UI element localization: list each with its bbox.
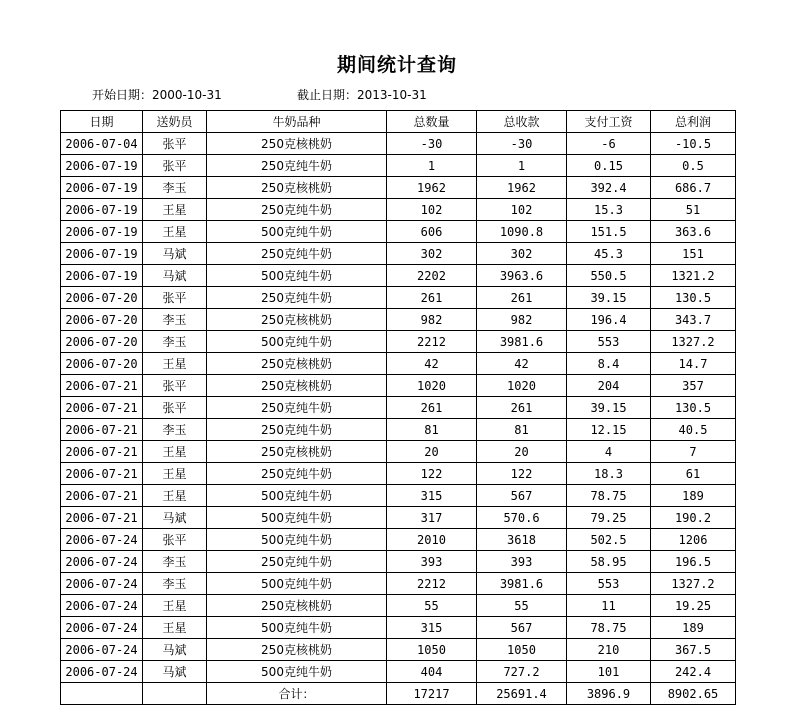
header-row [61, 111, 736, 133]
cell-courier: 李玉 [143, 551, 207, 573]
table-row [61, 595, 736, 617]
cell-profit: 343.7 [651, 309, 736, 331]
cell-milk-type: 500克纯牛奶 [207, 265, 387, 287]
cell-profit: 686.7 [651, 177, 736, 199]
cell-profit: -10.5 [651, 133, 736, 155]
cell-date: 2006-07-21 [61, 397, 143, 419]
cell-courier: 李玉 [143, 419, 207, 441]
cell-wages: 15.3 [567, 199, 651, 221]
cell-courier: 马斌 [143, 243, 207, 265]
cell-courier: 李玉 [143, 331, 207, 353]
cell-wages: 502.5 [567, 529, 651, 551]
cell-wages: -6 [567, 133, 651, 155]
table-row [61, 331, 736, 353]
cell-profit: 51 [651, 199, 736, 221]
cell-wages: 0.15 [567, 155, 651, 177]
cell-quantity: 315 [387, 485, 477, 507]
cell-date: 2006-07-21 [61, 507, 143, 529]
header-wages: 支付工资 [567, 111, 651, 133]
cell-date: 2006-07-24 [61, 529, 143, 551]
cell-date: 2006-07-21 [61, 463, 143, 485]
cell-profit: 130.5 [651, 397, 736, 419]
cell-courier: 张平 [143, 529, 207, 551]
table-row [61, 551, 736, 573]
cell-courier: 王星 [143, 485, 207, 507]
cell-quantity: 606 [387, 221, 477, 243]
total-profit: 8902.65 [651, 683, 736, 705]
table-row [61, 617, 736, 639]
cell-profit: 1321.2 [651, 265, 736, 287]
cell-quantity: 982 [387, 309, 477, 331]
cell-milk-type: 500克纯牛奶 [207, 573, 387, 595]
header-total-quantity: 总数量 [387, 111, 477, 133]
cell-courier: 王星 [143, 199, 207, 221]
cell-milk-type: 250克核桃奶 [207, 353, 387, 375]
cell-wages: 58.95 [567, 551, 651, 573]
cell-milk-type: 250克核桃奶 [207, 639, 387, 661]
cell-wages: 550.5 [567, 265, 651, 287]
start-date-value: 2000-10-31 [152, 88, 222, 102]
cell-revenue: 302 [477, 243, 567, 265]
report-title: 期间统计查询 [336, 54, 457, 76]
cell-quantity: 317 [387, 507, 477, 529]
cell-quantity: 1 [387, 155, 477, 177]
table-row [61, 375, 736, 397]
cell-milk-type: 250克核桃奶 [207, 375, 387, 397]
cell-revenue: 1962 [477, 177, 567, 199]
header-total-profit: 总利润 [651, 111, 736, 133]
cell-wages: 210 [567, 639, 651, 661]
cell-wages: 39.15 [567, 287, 651, 309]
total-revenue: 25691.4 [477, 683, 567, 705]
cell-milk-type: 250克核桃奶 [207, 133, 387, 155]
cell-revenue: 1020 [477, 375, 567, 397]
cell-revenue: 393 [477, 551, 567, 573]
cell-date: 2006-07-21 [61, 485, 143, 507]
cell-milk-type: 250克纯牛奶 [207, 551, 387, 573]
cell-quantity: -30 [387, 133, 477, 155]
cell-profit: 151 [651, 243, 736, 265]
cell-date: 2006-07-24 [61, 573, 143, 595]
cell-quantity: 1962 [387, 177, 477, 199]
cell-milk-type: 500克纯牛奶 [207, 221, 387, 243]
header-milk-type: 牛奶品种 [207, 111, 387, 133]
cell-revenue: 42 [477, 353, 567, 375]
cell-date: 2006-07-21 [61, 419, 143, 441]
cell-quantity: 1050 [387, 639, 477, 661]
cell-date: 2006-07-24 [61, 639, 143, 661]
cell-date: 2006-07-21 [61, 375, 143, 397]
cell-revenue: 3981.6 [477, 573, 567, 595]
cell-profit: 1327.2 [651, 331, 736, 353]
totals-empty-cell [143, 683, 207, 705]
cell-date: 2006-07-19 [61, 221, 143, 243]
cell-wages: 18.3 [567, 463, 651, 485]
cell-courier: 李玉 [143, 309, 207, 331]
cell-profit: 189 [651, 617, 736, 639]
cell-profit: 190.2 [651, 507, 736, 529]
cell-milk-type: 500克纯牛奶 [207, 331, 387, 353]
cell-date: 2006-07-19 [61, 243, 143, 265]
cell-revenue: 567 [477, 617, 567, 639]
cell-revenue: 3981.6 [477, 331, 567, 353]
statistics-table [60, 110, 736, 705]
cell-milk-type: 250克纯牛奶 [207, 199, 387, 221]
table-row [61, 639, 736, 661]
table-row [61, 287, 736, 309]
cell-revenue: 1 [477, 155, 567, 177]
cell-milk-type: 500克纯牛奶 [207, 485, 387, 507]
cell-milk-type: 250克核桃奶 [207, 177, 387, 199]
cell-profit: 130.5 [651, 287, 736, 309]
start-date [92, 86, 222, 103]
header-date: 日期 [61, 111, 143, 133]
end-date [297, 86, 427, 103]
cell-courier: 张平 [143, 287, 207, 309]
cell-wages: 78.75 [567, 617, 651, 639]
table-row [61, 155, 736, 177]
table-row [61, 133, 736, 155]
cell-milk-type: 250克纯牛奶 [207, 419, 387, 441]
table-row [61, 309, 736, 331]
header-total-revenue: 总收款 [477, 111, 567, 133]
cell-quantity: 55 [387, 595, 477, 617]
cell-profit: 7 [651, 441, 736, 463]
table-row [61, 353, 736, 375]
cell-milk-type: 250克核桃奶 [207, 309, 387, 331]
table-row [61, 573, 736, 595]
cell-wages: 45.3 [567, 243, 651, 265]
cell-wages: 553 [567, 331, 651, 353]
cell-wages: 392.4 [567, 177, 651, 199]
table-row [61, 397, 736, 419]
cell-quantity: 302 [387, 243, 477, 265]
cell-date: 2006-07-24 [61, 551, 143, 573]
cell-wages: 151.5 [567, 221, 651, 243]
table-row [61, 243, 736, 265]
cell-quantity: 2202 [387, 265, 477, 287]
cell-revenue: 727.2 [477, 661, 567, 683]
cell-profit: 14.7 [651, 353, 736, 375]
cell-milk-type: 250克纯牛奶 [207, 287, 387, 309]
table-row [61, 529, 736, 551]
cell-revenue: 20 [477, 441, 567, 463]
cell-courier: 王星 [143, 463, 207, 485]
table-row [61, 265, 736, 287]
cell-profit: 1206 [651, 529, 736, 551]
cell-courier: 马斌 [143, 507, 207, 529]
cell-wages: 101 [567, 661, 651, 683]
cell-revenue: 102 [477, 199, 567, 221]
cell-courier: 张平 [143, 375, 207, 397]
cell-revenue: 982 [477, 309, 567, 331]
cell-profit: 0.5 [651, 155, 736, 177]
end-date-value: 2013-10-31 [357, 88, 427, 102]
cell-profit: 242.4 [651, 661, 736, 683]
cell-wages: 204 [567, 375, 651, 397]
cell-profit: 61 [651, 463, 736, 485]
totals-row [61, 683, 736, 705]
cell-revenue: 81 [477, 419, 567, 441]
cell-quantity: 20 [387, 441, 477, 463]
totals-label: 合计： [207, 683, 387, 705]
table-row [61, 177, 736, 199]
table-row [61, 485, 736, 507]
cell-date: 2006-07-04 [61, 133, 143, 155]
cell-courier: 李玉 [143, 177, 207, 199]
cell-revenue: 567 [477, 485, 567, 507]
table-row [61, 507, 736, 529]
cell-milk-type: 250克纯牛奶 [207, 463, 387, 485]
cell-date: 2006-07-19 [61, 155, 143, 177]
cell-wages: 78.75 [567, 485, 651, 507]
cell-wages: 553 [567, 573, 651, 595]
cell-profit: 19.25 [651, 595, 736, 617]
cell-revenue: 3618 [477, 529, 567, 551]
cell-courier: 马斌 [143, 661, 207, 683]
cell-date: 2006-07-21 [61, 441, 143, 463]
cell-wages: 196.4 [567, 309, 651, 331]
table-row [61, 463, 736, 485]
cell-wages: 4 [567, 441, 651, 463]
cell-quantity: 261 [387, 397, 477, 419]
cell-courier: 李玉 [143, 573, 207, 595]
cell-date: 2006-07-20 [61, 309, 143, 331]
cell-profit: 357 [651, 375, 736, 397]
cell-revenue: 261 [477, 397, 567, 419]
cell-date: 2006-07-24 [61, 595, 143, 617]
cell-date: 2006-07-24 [61, 617, 143, 639]
cell-milk-type: 500克纯牛奶 [207, 617, 387, 639]
cell-revenue: 261 [477, 287, 567, 309]
table-row [61, 221, 736, 243]
cell-revenue: 570.6 [477, 507, 567, 529]
cell-profit: 1327.2 [651, 573, 736, 595]
cell-quantity: 2212 [387, 331, 477, 353]
cell-date: 2006-07-20 [61, 287, 143, 309]
cell-courier: 张平 [143, 133, 207, 155]
cell-milk-type: 250克核桃奶 [207, 595, 387, 617]
cell-wages: 39.15 [567, 397, 651, 419]
cell-quantity: 2212 [387, 573, 477, 595]
cell-courier: 马斌 [143, 639, 207, 661]
cell-wages: 8.4 [567, 353, 651, 375]
cell-quantity: 261 [387, 287, 477, 309]
cell-date: 2006-07-20 [61, 353, 143, 375]
cell-quantity: 81 [387, 419, 477, 441]
table-row [61, 661, 736, 683]
cell-date: 2006-07-19 [61, 177, 143, 199]
cell-revenue: 1050 [477, 639, 567, 661]
cell-revenue: 1090.8 [477, 221, 567, 243]
cell-date: 2006-07-19 [61, 265, 143, 287]
total-wages: 3896.9 [567, 683, 651, 705]
table-row [61, 199, 736, 221]
end-date-label: 截止日期： [297, 88, 358, 102]
cell-milk-type: 250克纯牛奶 [207, 397, 387, 419]
cell-quantity: 42 [387, 353, 477, 375]
totals-empty-cell [61, 683, 143, 705]
cell-courier: 王星 [143, 441, 207, 463]
cell-quantity: 393 [387, 551, 477, 573]
cell-courier: 王星 [143, 595, 207, 617]
cell-milk-type: 250克核桃奶 [207, 441, 387, 463]
cell-milk-type: 500克纯牛奶 [207, 529, 387, 551]
cell-milk-type: 250克纯牛奶 [207, 243, 387, 265]
cell-milk-type: 250克纯牛奶 [207, 155, 387, 177]
cell-revenue: -30 [477, 133, 567, 155]
table-row [61, 419, 736, 441]
cell-milk-type: 500克纯牛奶 [207, 661, 387, 683]
cell-quantity: 1020 [387, 375, 477, 397]
cell-date: 2006-07-20 [61, 331, 143, 353]
cell-quantity: 122 [387, 463, 477, 485]
cell-profit: 196.5 [651, 551, 736, 573]
cell-revenue: 3963.6 [477, 265, 567, 287]
cell-date: 2006-07-19 [61, 199, 143, 221]
cell-profit: 189 [651, 485, 736, 507]
cell-courier: 马斌 [143, 265, 207, 287]
cell-revenue: 122 [477, 463, 567, 485]
cell-courier: 王星 [143, 221, 207, 243]
cell-profit: 40.5 [651, 419, 736, 441]
cell-courier: 王星 [143, 353, 207, 375]
cell-courier: 王星 [143, 617, 207, 639]
cell-wages: 79.25 [567, 507, 651, 529]
cell-quantity: 102 [387, 199, 477, 221]
table-row [61, 441, 736, 463]
cell-date: 2006-07-24 [61, 661, 143, 683]
cell-courier: 张平 [143, 155, 207, 177]
cell-courier: 张平 [143, 397, 207, 419]
cell-revenue: 55 [477, 595, 567, 617]
cell-wages: 12.15 [567, 419, 651, 441]
header-courier: 送奶员 [143, 111, 207, 133]
cell-profit: 363.6 [651, 221, 736, 243]
cell-profit: 367.5 [651, 639, 736, 661]
cell-quantity: 315 [387, 617, 477, 639]
start-date-label: 开始日期： [92, 88, 153, 102]
total-quantity: 17217 [387, 683, 477, 705]
cell-wages: 11 [567, 595, 651, 617]
table-body [61, 133, 736, 683]
cell-quantity: 2010 [387, 529, 477, 551]
cell-milk-type: 500克纯牛奶 [207, 507, 387, 529]
cell-quantity: 404 [387, 661, 477, 683]
